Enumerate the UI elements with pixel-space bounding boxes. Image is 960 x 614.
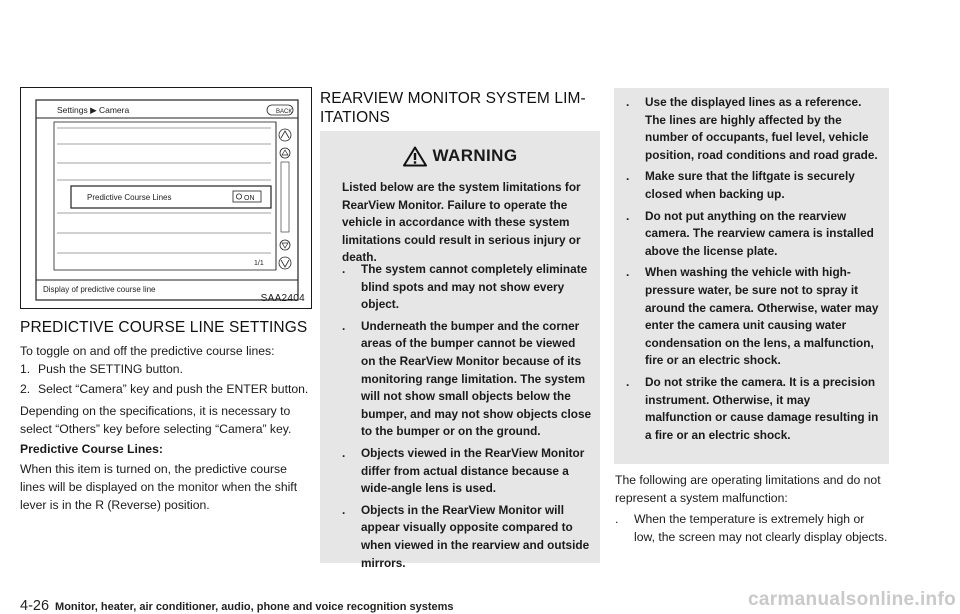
- bullet-mark: .: [615, 512, 619, 526]
- warning-bullet: [626, 374, 879, 444]
- step-number: 1.: [20, 362, 31, 376]
- warning-bullet-text: Use the displayed lines as a reference. The lines are highly affected by the number of occupants, fuel level, vehicle position, road conditions and road grade.: [645, 95, 878, 162]
- figure-item-label: Predictive Course Lines: [87, 193, 172, 202]
- warning-bullet-text: Do not put anything on the rearview camera. The rearview camera is installed above the license plate.: [645, 208, 874, 258]
- step-text: Select “Camera” key and push the ENTER button.: [38, 382, 309, 396]
- section-heading-limitations-line1: REARVIEW MONITOR SYSTEM LIM-: [320, 90, 586, 107]
- intro-paragraph: To toggle on and off the predictive course lines:: [20, 344, 275, 358]
- step-text: Push the SETTING button.: [38, 362, 183, 376]
- warning-bullet-text: Objects in the RearView Monitor will appear visually opposite compared to when viewed in the rearview and outside mirrors.: [361, 502, 590, 570]
- limitation-bullet-text: When the temperature is extremely high or low, the screen may not clearly display objects.: [634, 512, 888, 544]
- warning-intro: Listed below are the system limitations for RearView Monitor. Failure to operate the vehicle in accordance with these system limitations could result in serious injury or death.: [342, 180, 581, 265]
- bullet-mark: .: [626, 95, 630, 109]
- scroll-up-icon: [279, 129, 291, 141]
- settings-screen-drawing: [21, 88, 313, 310]
- steps-list: [20, 360, 313, 398]
- warning-box: [320, 131, 600, 570]
- warning-bullet-text: Make sure that the liftgate is securely closed when backing up.: [645, 169, 855, 201]
- back-label: BACK: [276, 109, 293, 115]
- warning-bullet: [342, 318, 592, 441]
- scrollbar: [281, 162, 289, 232]
- bullet-mark: .: [626, 208, 630, 223]
- toggle-label: ON: [244, 195, 255, 202]
- warning-bullet: [342, 445, 592, 498]
- column-right-body: [615, 471, 888, 550]
- bullet-mark: .: [342, 262, 346, 276]
- warning-bullet: [342, 261, 592, 314]
- specifications-paragraph: Depending on the specifications, it is necessary to select “Others” key before selecting “Camera” key.: [20, 404, 292, 436]
- warning-bullets-list: [342, 261, 592, 576]
- limitations-bullets-list: [615, 510, 888, 546]
- column-middle: [320, 89, 600, 127]
- bullet-mark: .: [626, 374, 630, 389]
- step-number: 2.: [20, 382, 31, 396]
- bullet-mark: .: [626, 169, 630, 184]
- warning-bullet: [626, 208, 879, 261]
- warning-bullet-text: When washing the vehicle with high-pressure water, be sure not to spray it around the camera. Otherwise, water may enter the camera unit causing water condensation on the lens, a malfunction, fire or an electric shock.: [645, 265, 879, 368]
- predictive-lines-paragraph: When this item is turned on, the predictive course lines will be displayed on the monitor when the shift lever is in the R (Reverse) position.: [20, 462, 298, 512]
- warning-box-continued: [614, 88, 889, 464]
- operating-limitations-paragraph: The following are operating limitations and do not represent a system malfunction:: [615, 473, 881, 505]
- bullet-mark: .: [626, 265, 630, 280]
- warning-header: [320, 143, 600, 169]
- page-up-icon: [280, 148, 290, 158]
- scroll-down-icon: [279, 257, 291, 269]
- page-indicator: 1/1: [254, 260, 264, 267]
- page-footer: [20, 598, 454, 614]
- section-heading-predictive: PREDICTIVE COURSE LINE SETTINGS: [20, 319, 308, 336]
- bullet-mark: .: [342, 502, 346, 517]
- warning-bullet-text: The system cannot completely eliminate blind spots and may not show every object.: [361, 262, 588, 312]
- warning-bullet-text: Objects viewed in the RearView Monitor differ from actual distance because a wide-angle lens is used.: [361, 445, 585, 496]
- column-left: [20, 318, 313, 514]
- step-item: [20, 360, 313, 378]
- warning-bullets-continued: [626, 94, 879, 448]
- page-number: 4-26: [20, 598, 50, 614]
- figure-code: SAA2404: [260, 293, 305, 304]
- warning-bullet-text: Underneath the bumper and the corner areas of the bumper cannot be viewed on the RearView Monitor because of its monitoring range limitation. The system will not show small objects below the bumper, and may not show objects close to the bumper or on the ground.: [361, 318, 592, 439]
- warning-bullet: [626, 94, 879, 164]
- limitation-bullet: [615, 510, 888, 546]
- warning-bullet-text: Do not strike the camera. It is a precision instrument. Otherwise, it may malfunction or cause damage resulting in a fire or an electric shock.: [645, 374, 879, 442]
- warning-title: WARNING: [432, 146, 518, 165]
- warning-bullet: [626, 168, 879, 203]
- warning-bullet: [342, 502, 592, 572]
- step-item: [20, 380, 313, 398]
- site-watermark: carmanualsonline.info: [748, 589, 956, 610]
- bullet-mark: .: [342, 445, 346, 460]
- figure-footer-text: Display of predictive course line: [43, 285, 156, 294]
- bullet-mark: .: [342, 318, 346, 333]
- figure-breadcrumb: Settings ▶ Camera: [57, 105, 130, 115]
- subheading-predictive-lines: Predictive Course Lines:: [20, 442, 163, 456]
- warning-bullet: [626, 264, 879, 370]
- section-heading-limitations-line2: ITATIONS: [320, 109, 390, 126]
- page-down-icon: [280, 240, 290, 250]
- chapter-title: Monitor, heater, air conditioner, audio, phone and voice recognition systems: [55, 601, 454, 613]
- warning-triangle-icon: [403, 146, 427, 167]
- screen-illustration: [20, 87, 312, 309]
